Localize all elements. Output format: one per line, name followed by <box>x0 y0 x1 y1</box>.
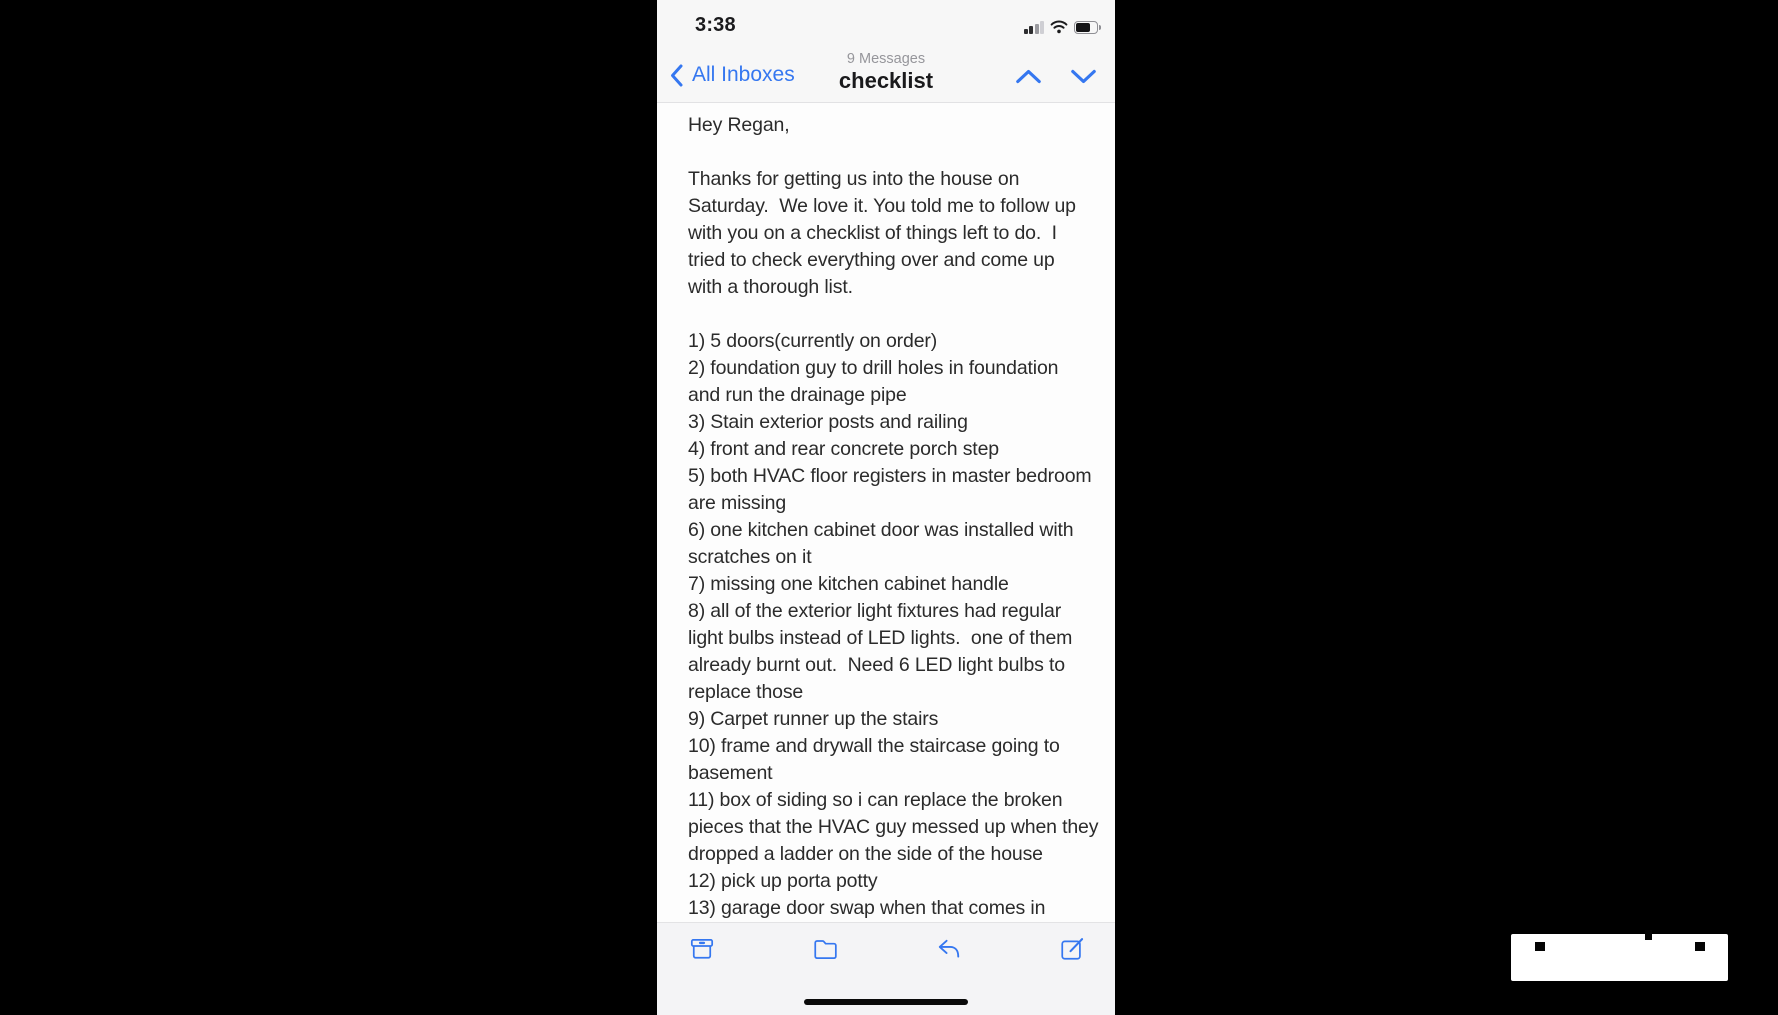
email-body-line: 10) frame and drywall the staircase going to <box>688 735 1060 757</box>
status-icons <box>1024 19 1102 34</box>
email-body-line: replace those <box>688 681 804 703</box>
thread-title: checklist <box>838 68 934 93</box>
email-body-line: 1) 5 doors(currently on order) <box>688 330 938 352</box>
next-message-button[interactable] <box>1070 68 1097 85</box>
email-body-line: 7) missing one kitchen cabinet handle <box>688 573 1009 595</box>
archive-icon <box>689 936 715 962</box>
watermark-mark <box>1695 942 1705 951</box>
email-body-line: 5) both HVAC floor registers in master bedroom <box>688 465 1092 487</box>
email-body-line: 12) pick up porta potty <box>688 870 878 892</box>
compose-button[interactable] <box>1059 936 1085 962</box>
email-body-line: basement <box>688 762 773 784</box>
email-body-line: are missing <box>688 492 787 514</box>
email-body-line: 4) front and rear concrete porch step <box>688 438 999 460</box>
email-body[interactable] <box>657 103 1115 922</box>
battery-icon <box>1074 21 1101 34</box>
bottom-toolbar <box>657 922 1115 1015</box>
email-body-line: pieces that the HVAC guy messed up when they <box>688 816 1099 838</box>
move-to-folder-button[interactable] <box>812 936 838 962</box>
email-body-line: 13) garage door swap when that comes in <box>688 897 1046 919</box>
folder-icon <box>812 936 838 962</box>
status-bar <box>657 0 1115 48</box>
chevron-up-icon <box>1015 68 1042 85</box>
watermark-redaction-box <box>1511 934 1728 981</box>
email-body-line: 6) one kitchen cabinet door was installed with <box>688 519 1074 541</box>
email-body-line: and run the drainage pipe <box>688 384 907 406</box>
home-indicator[interactable] <box>804 999 968 1005</box>
email-body-line: tried to check everything over and come up <box>688 249 1055 271</box>
email-body-line: 2) foundation guy to drill holes in foundation <box>688 357 1059 379</box>
email-body-line: already burnt out. Need 6 LED light bulbs to <box>688 654 1065 676</box>
cellular-signal-icon <box>1024 21 1045 34</box>
previous-message-button[interactable] <box>1015 68 1042 85</box>
email-body-line: dropped a ladder on the side of the house <box>688 843 1043 865</box>
reply-icon <box>936 936 962 962</box>
email-body-line: with a thorough list. <box>688 276 853 298</box>
phone-screen <box>657 0 1115 1000</box>
watermark-mark <box>1535 942 1545 951</box>
email-body-line: 11) box of siding so i can replace the broken <box>688 789 1063 811</box>
email-body-line: Saturday. We love it. You told me to follow up <box>688 195 1076 217</box>
mail-nav-bar <box>657 48 1115 103</box>
back-button-label: All Inboxes <box>692 63 795 86</box>
messages-count-label: 9 Messages <box>846 51 926 67</box>
email-body-line: light bulbs instead of LED lights. one of them <box>688 627 1073 649</box>
email-body-line: Hey Regan, <box>688 114 790 136</box>
toolbar-icon-row <box>657 923 1115 962</box>
reply-button[interactable] <box>936 936 962 962</box>
email-body-line: Thanks for getting us into the house on <box>688 168 1020 190</box>
email-body-line: with you on a checklist of things left to do. I <box>688 222 1057 244</box>
email-body-line <box>688 139 1097 166</box>
email-body-line: scratches on it <box>688 546 812 568</box>
status-time: 3:38 <box>695 14 736 36</box>
wifi-icon <box>1050 20 1068 34</box>
chevron-down-icon <box>1070 68 1097 85</box>
email-body-line: 8) all of the exterior light fixtures had regular <box>688 600 1062 622</box>
email-body-line: 9) Carpet runner up the stairs <box>688 708 939 730</box>
email-body-line: 3) Stain exterior posts and railing <box>688 411 968 433</box>
email-body-line <box>688 301 1097 328</box>
watermark-mark <box>1645 930 1652 940</box>
message-nav-arrows <box>1015 68 1097 85</box>
archive-button[interactable] <box>689 936 715 962</box>
compose-icon <box>1059 936 1085 962</box>
